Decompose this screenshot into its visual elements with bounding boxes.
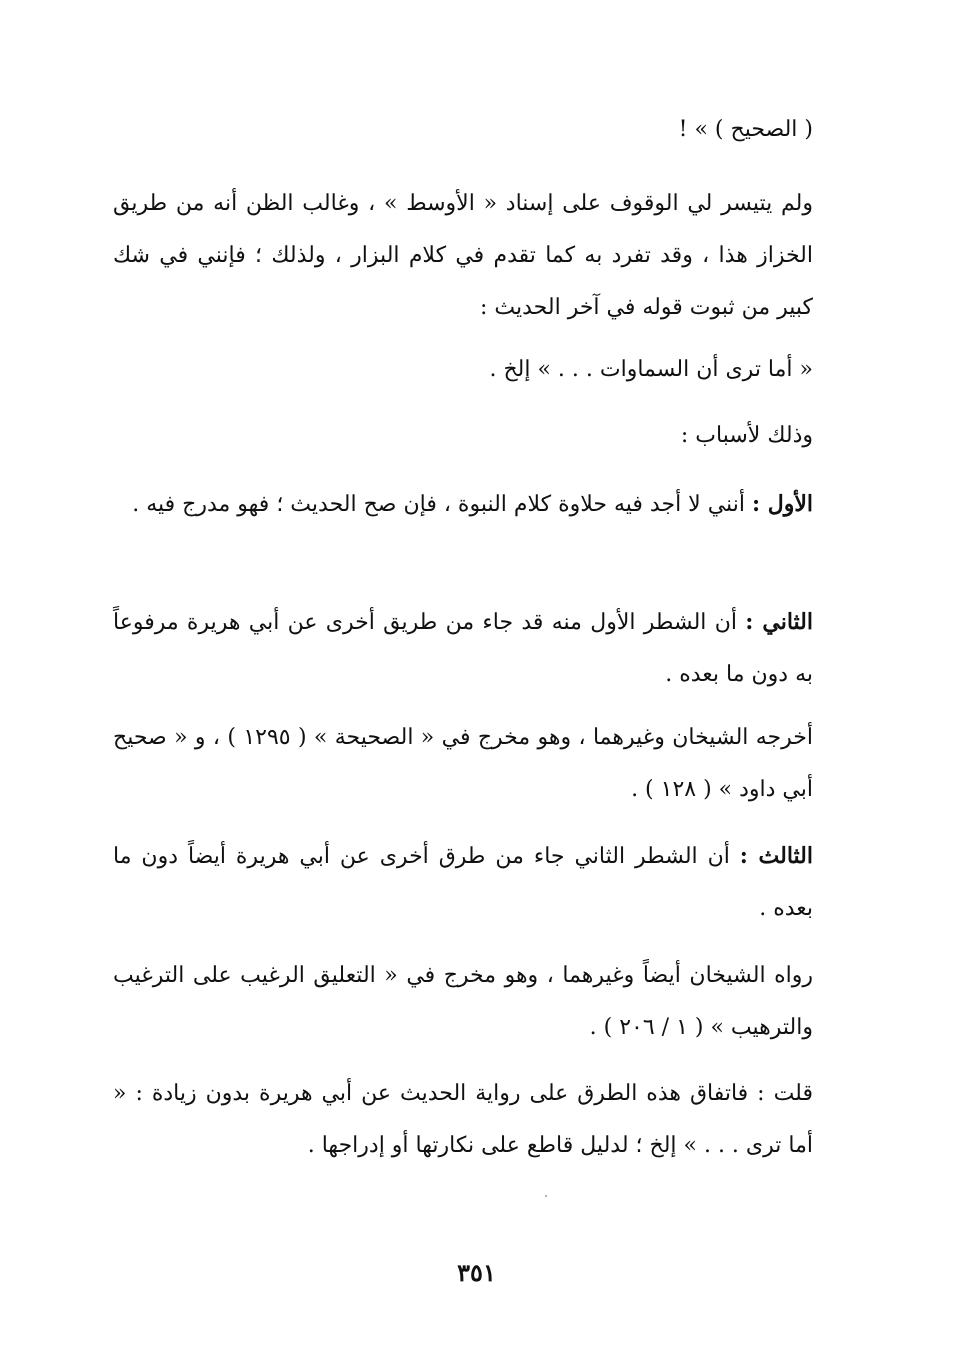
paragraph-isnad: [113, 178, 813, 334]
paragraph-text: « أما ترى أن السماوات . . . » إلخ .: [489, 357, 813, 382]
paragraph-takhrij-1: [113, 712, 813, 816]
paragraph-lead: الثاني :: [745, 609, 813, 635]
paragraph-text: رواه الشيخان أيضاً وغيرهما ، وهو مخرج في « التعليق الرغيب على الترغيب والترهيب » ( ١ / ٢٠٦ ) .: [113, 963, 813, 1040]
paragraph-text: ( الصحيح ) » !: [678, 117, 813, 142]
paragraph-text: قلت : فاتفاق هذه الطرق على رواية الحديث عن أبي هريرة بدون زيادة : « أما ترى . . . » إلخ ؛ لدليل قاطع على نكارتها أو إدراجها .: [113, 1081, 813, 1158]
paragraph-quote: [113, 344, 813, 396]
paragraph-reasons-intro: [113, 410, 813, 462]
paragraph-second-reason: [113, 596, 813, 701]
paragraph-text: أن الشطر الثاني جاء من طرق أخرى عن أبي هريرة أيضاً دون ما بعده .: [113, 844, 813, 921]
paragraph-first-reason: [113, 478, 813, 531]
paragraph-text: أنني لا أجد فيه حلاوة كلام النبوة ، فإن صح الحديث ؛ فهو مدرج فيه .: [132, 492, 752, 517]
paragraph-continuation: [113, 104, 813, 156]
paragraph-text: أن الشطر الأول منه قد جاء من طريق أخرى عن أبي هريرة مرفوعاً به دون ما بعده .: [113, 610, 813, 687]
paragraph-text: أخرجه الشيخان وغيرهما ، وهو مخرج في « الصحيحة » ( ١٢٩٥ ) ، و « صحيح أبي داود » ( ١٢٨ ) .: [113, 725, 813, 802]
scan-speck: [545, 1195, 547, 1197]
paragraph-third-reason: [113, 830, 813, 935]
paragraph-lead: الثالث :: [739, 843, 813, 869]
paragraph-text: وذلك لأسباب :: [680, 423, 813, 448]
page-number: ٣٥١: [457, 1258, 496, 1287]
paragraph-text: ولم يتيسر لي الوقوف على إسناد « الأوسط » ، وغالب الظن أنه من طريق الخزاز هذا ، وقد تفرد به كما تقدم في كلام البزار ، ولذلك ؛ فإنني في شك كبير من ثبوت قوله في آخر الحديث :: [113, 191, 813, 320]
paragraph-lead: الأول :: [751, 491, 813, 517]
paragraph-conclusion: [113, 1068, 813, 1172]
paragraph-takhrij-2: [113, 950, 813, 1054]
